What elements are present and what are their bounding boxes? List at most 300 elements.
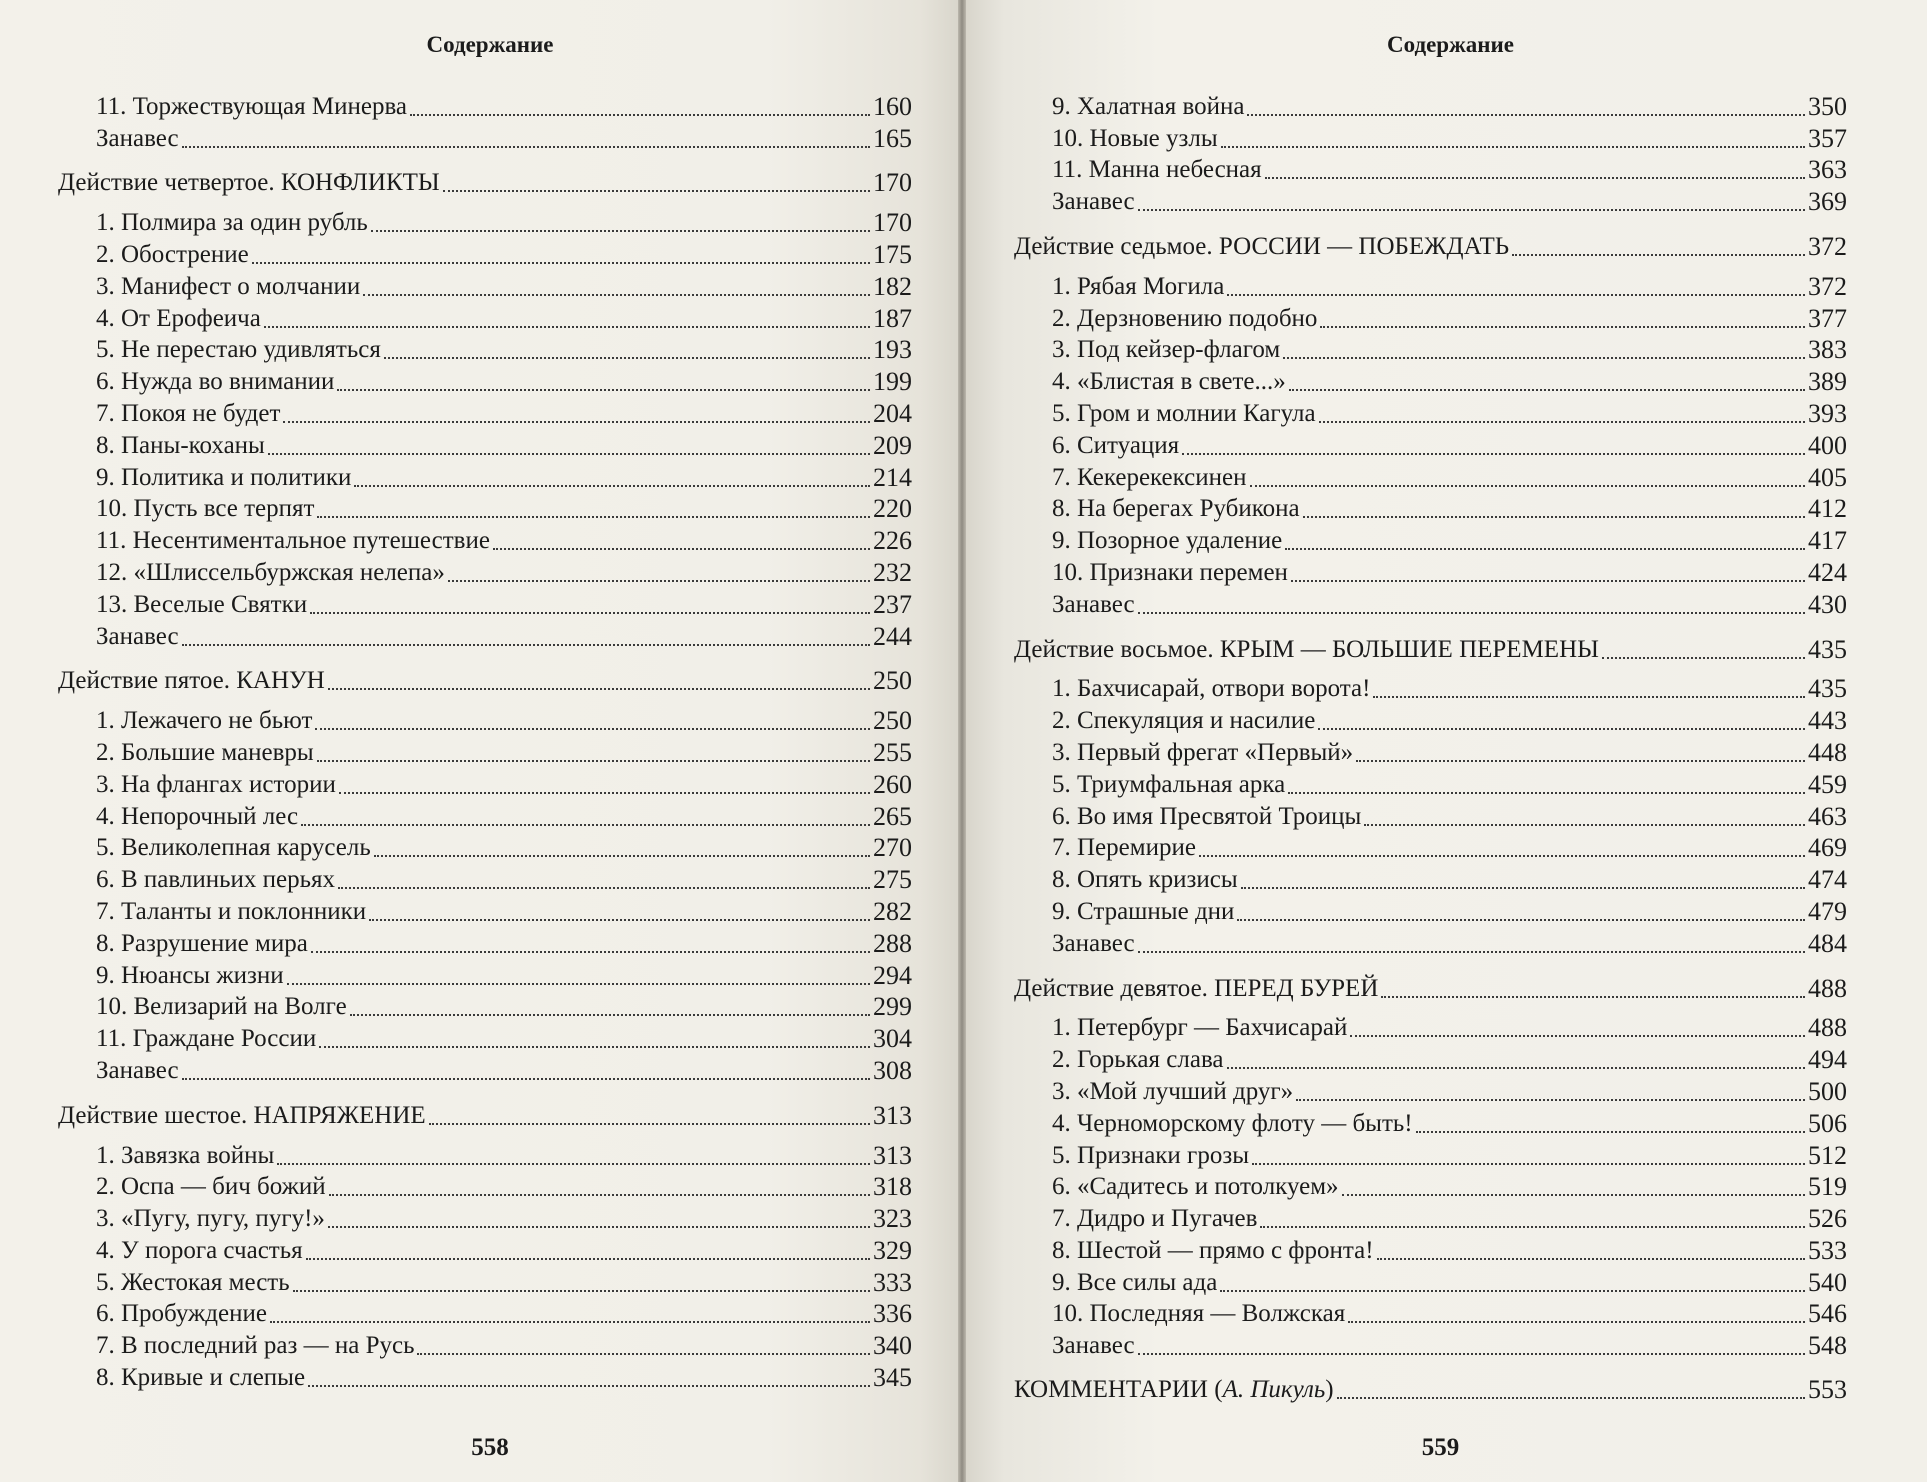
table-of-contents <box>1014 90 1847 1405</box>
toc-entry-title: 5. Жестокая месть <box>96 1268 290 1296</box>
toc-entry-page: 357 <box>1808 123 1847 153</box>
toc-entry <box>58 524 912 556</box>
toc-entry-title: 2. Большие маневры <box>96 738 314 766</box>
toc-entry-title: 5. Не перестаю удивляться <box>96 336 381 364</box>
dot-leader <box>308 1384 870 1387</box>
toc-entry <box>1014 1234 1847 1266</box>
toc-entry <box>58 620 912 652</box>
toc-entry-title: 6. Во имя Пресвятой Троицы <box>1052 802 1362 830</box>
toc-entry-title: 2. Спекуляция и насилие <box>1052 707 1316 735</box>
toc-entry <box>58 334 912 366</box>
dot-leader <box>1303 515 1805 518</box>
toc-entry-page: 405 <box>1808 462 1847 492</box>
toc-entry <box>1014 1075 1847 1107</box>
toc-entry-title: Занавес <box>1052 590 1135 618</box>
toc-entry <box>1014 927 1847 959</box>
toc-entry-page: 424 <box>1808 557 1847 587</box>
toc-entry-title: Занавес <box>96 1056 179 1084</box>
toc-entry-page: 363 <box>1808 155 1847 185</box>
dot-leader <box>328 687 870 690</box>
toc-entry-title: 7. Дидро и Пугачев <box>1052 1205 1258 1233</box>
toc-entry-page: 488 <box>1808 1013 1847 1043</box>
dot-leader <box>337 388 870 391</box>
toc-entry-title: 2. Дерзновению подобно <box>1052 304 1318 332</box>
toc-entry-title: 3. «Пугу, пугу, пугу!» <box>96 1205 325 1233</box>
dot-leader <box>317 515 870 518</box>
toc-entry-page: 304 <box>873 1024 912 1054</box>
toc-entry <box>1014 895 1847 927</box>
right-page <box>966 0 1927 1482</box>
toc-entry-page: 282 <box>873 896 912 926</box>
toc-entry-page: 463 <box>1808 801 1847 831</box>
toc-entry-page: 512 <box>1808 1140 1847 1170</box>
dot-leader <box>443 189 870 192</box>
toc-entry-title: Действие восьмое. КРЫМ — БОЛЬШИЕ ПЕРЕМЕНЫ <box>1014 635 1599 663</box>
toc-entry <box>1014 863 1847 895</box>
toc-entry <box>1014 493 1847 525</box>
toc-entry-title: 11. Манна небесная <box>1052 156 1262 184</box>
toc-entry-title: 10. Новые узлы <box>1052 124 1218 152</box>
toc-entry <box>58 397 912 429</box>
toc-entry <box>58 238 912 270</box>
dot-leader <box>1381 995 1805 998</box>
toc-entry-title: 10. Пусть все терпят <box>96 495 315 523</box>
left-page <box>0 0 958 1482</box>
toc-entry-page: 313 <box>873 1100 912 1130</box>
toc-entry <box>58 122 912 154</box>
toc-entry-title: 9. Нюансы жизни <box>96 961 284 989</box>
toc-entry-title: Занавес <box>96 622 179 650</box>
toc-entry-title: 7. Перемирие <box>1052 834 1196 862</box>
toc-entry-page: 313 <box>873 1140 912 1170</box>
toc-entry-page: 369 <box>1808 187 1847 217</box>
dot-leader <box>1241 886 1805 889</box>
toc-entry-page: 187 <box>873 303 912 333</box>
dot-leader <box>417 1352 870 1355</box>
dot-leader <box>1337 1396 1805 1399</box>
toc-entry-page: 294 <box>873 960 912 990</box>
toc-entry <box>58 493 912 525</box>
toc-entry-page: 232 <box>873 557 912 587</box>
toc-entry-page: 199 <box>873 367 912 397</box>
toc-entry <box>1014 1043 1847 1075</box>
toc-entry-page: 469 <box>1808 833 1847 863</box>
toc-entry-page: 345 <box>873 1363 912 1393</box>
toc-entry-title: 6. Нужда во внимании <box>96 368 335 396</box>
toc-entry-page: 175 <box>873 239 912 269</box>
dot-leader <box>1237 918 1805 921</box>
toc-entry-page: 165 <box>873 123 912 153</box>
dot-leader <box>264 325 870 328</box>
toc-entry-page: 323 <box>873 1204 912 1234</box>
toc-entry-title: 6. Ситуация <box>1052 431 1180 459</box>
toc-entry-title: 11. Граждане России <box>96 1025 317 1053</box>
toc-entry-title: 1. Петербург — Бахчисарай <box>1052 1014 1348 1042</box>
toc-entry-page: 170 <box>873 208 912 238</box>
dot-leader <box>1602 656 1805 659</box>
toc-section-heading <box>1014 230 1847 262</box>
toc-entry-page: 336 <box>873 1299 912 1329</box>
toc-entry-title: 9. Позорное удаление <box>1052 527 1283 555</box>
toc-entry-title: 10. Велизарий на Волге <box>96 993 347 1021</box>
toc-entry-title: 10. Признаки перемен <box>1052 558 1288 586</box>
dot-leader <box>319 1045 870 1048</box>
dot-leader <box>270 1320 870 1323</box>
toc-entry-page: 494 <box>1808 1045 1847 1075</box>
toc-entry <box>1014 1298 1847 1330</box>
toc-entry-title: Занавес <box>96 124 179 152</box>
toc-entry <box>1014 461 1847 493</box>
toc-entry-page: 474 <box>1808 865 1847 895</box>
toc-entry-title: 4. Непорочный лес <box>96 802 299 830</box>
toc-entry-title: Занавес <box>1052 1332 1135 1360</box>
toc-entry-title: Действие девятое. ПЕРЕД БУРЕЙ <box>1014 974 1379 1002</box>
toc-entry-title: 1. Полмира за один рубль <box>96 209 368 237</box>
toc-entry-title: 4. «Блистая в свете...» <box>1052 368 1286 396</box>
toc-entry-page: 333 <box>873 1267 912 1297</box>
toc-entry <box>1014 1139 1847 1171</box>
toc-entry-page: 255 <box>873 737 912 767</box>
toc-entry-page: 275 <box>873 865 912 895</box>
dot-leader <box>1288 791 1805 794</box>
toc-entry-page: 250 <box>873 706 912 736</box>
dot-leader <box>1377 1257 1805 1260</box>
dot-leader <box>1285 547 1805 550</box>
dot-leader <box>493 547 870 550</box>
toc-entry-page: 244 <box>873 621 912 651</box>
dot-leader <box>429 1122 870 1125</box>
dot-leader <box>1342 1193 1805 1196</box>
toc-entry-page: 393 <box>1808 398 1847 428</box>
toc-entry-title: 9. Страшные дни <box>1052 897 1235 925</box>
toc-entry-page: 435 <box>1808 634 1847 664</box>
toc-entry-title: 8. Кривые и слепые <box>96 1364 306 1392</box>
toc-entry-title: 3. Манифест о молчании <box>96 272 361 300</box>
toc-entry-page: 350 <box>1808 91 1847 121</box>
page-number: 558 <box>471 1434 509 1461</box>
toc-entry-title: 2. Обострение <box>96 240 249 268</box>
dot-leader <box>1319 420 1805 423</box>
toc-entry <box>1014 556 1847 588</box>
dot-leader <box>1138 950 1805 953</box>
toc-section-heading <box>58 1099 912 1131</box>
dot-leader <box>1512 253 1805 256</box>
toc-entry-title: Действие четвертое. КОНФЛИКТЫ <box>58 169 440 197</box>
toc-entry-title: 12. «Шлиссельбуржская нелепа» <box>96 558 445 586</box>
dot-leader <box>283 420 870 423</box>
toc-entry <box>58 736 912 768</box>
dot-leader <box>338 886 870 889</box>
page-number: 559 <box>1421 1434 1460 1461</box>
dot-leader <box>1138 611 1805 614</box>
toc-entry-page: 237 <box>873 589 912 619</box>
toc-entry <box>1014 429 1847 461</box>
toc-entry-page: 372 <box>1808 271 1847 301</box>
toc-entry <box>58 1361 912 1393</box>
toc-entry <box>1014 1012 1847 1044</box>
toc-entry-page: 500 <box>1808 1076 1847 1106</box>
toc-entry <box>58 800 912 832</box>
dot-leader <box>1220 1289 1805 1292</box>
toc-entry <box>58 991 912 1023</box>
dot-leader <box>182 145 870 148</box>
commentary-title: КОММЕНТАРИИ ( <box>1014 1376 1223 1404</box>
toc-entry <box>1014 90 1847 122</box>
dot-leader <box>1247 113 1805 116</box>
toc-entry <box>58 1202 912 1234</box>
toc-entry-page: 548 <box>1808 1331 1847 1361</box>
toc-entry-page: 383 <box>1808 335 1847 365</box>
dot-leader <box>369 918 870 921</box>
dot-leader <box>1260 1225 1805 1228</box>
dot-leader <box>1350 1034 1805 1037</box>
page-header: Содержание <box>1387 32 1514 57</box>
dot-leader <box>317 759 870 762</box>
dot-leader <box>277 1162 870 1165</box>
toc-entry <box>58 1171 912 1203</box>
toc-entry-title: 6. В павлиньих перьях <box>96 866 336 894</box>
dot-leader <box>1416 1130 1805 1133</box>
dot-leader <box>252 261 870 264</box>
toc-entry <box>58 90 912 122</box>
table-of-contents <box>58 90 912 1393</box>
toc-entry <box>58 429 912 461</box>
toc-entry <box>58 1266 912 1298</box>
dot-leader <box>448 579 870 582</box>
toc-entry-page: 412 <box>1808 494 1847 524</box>
toc-entry-page: 265 <box>873 801 912 831</box>
toc-entry-title: 7. Покоя не будет <box>96 399 281 427</box>
toc-entry-title: 8. Опять кризисы <box>1052 866 1238 894</box>
toc-entry-page: 308 <box>873 1055 912 1085</box>
toc-section-heading <box>1014 633 1847 665</box>
toc-commentary <box>1014 1373 1847 1405</box>
toc-entry-page: 479 <box>1808 896 1847 926</box>
dot-leader <box>1227 1066 1805 1069</box>
toc-entry <box>1014 397 1847 429</box>
dot-leader <box>293 1289 870 1292</box>
toc-entry-page: 533 <box>1808 1235 1847 1265</box>
toc-entry <box>58 895 912 927</box>
toc-entry-page: 400 <box>1808 430 1847 460</box>
toc-entry <box>58 302 912 334</box>
toc-entry-page: 546 <box>1808 1299 1847 1329</box>
dot-leader <box>1138 1352 1805 1355</box>
toc-entry-page: 553 <box>1808 1375 1847 1405</box>
toc-entry-page: 288 <box>873 928 912 958</box>
dot-leader <box>328 1225 870 1228</box>
toc-entry <box>58 1298 912 1330</box>
toc-entry-title: 5. Великолепная карусель <box>96 834 371 862</box>
toc-entry <box>1014 673 1847 705</box>
toc-entry-title: 7. Таланты и поклонники <box>96 897 367 925</box>
toc-entry <box>58 461 912 493</box>
dot-leader <box>1296 1098 1805 1101</box>
toc-entry-page: 443 <box>1808 706 1847 736</box>
dot-leader <box>374 854 870 857</box>
toc-entry-title: 1. Завязка войны <box>96 1141 275 1169</box>
dot-leader <box>182 643 870 646</box>
dot-leader <box>1283 356 1805 359</box>
dot-leader <box>1356 759 1805 762</box>
toc-entry-page: 519 <box>1808 1172 1847 1202</box>
dot-leader <box>1291 579 1805 582</box>
toc-entry-page: 340 <box>873 1331 912 1361</box>
dot-leader <box>287 982 870 985</box>
commentary-author: А. Пикуль <box>1222 1376 1326 1404</box>
toc-entry <box>58 1234 912 1266</box>
dot-leader <box>1320 325 1805 328</box>
toc-entry-page: 506 <box>1808 1108 1847 1138</box>
toc-entry-page: 377 <box>1808 303 1847 333</box>
toc-entry <box>58 556 912 588</box>
toc-entry-title: 8. Шестой — прямо с фронта! <box>1052 1236 1374 1264</box>
toc-entry-title: 2. Горькая слава <box>1052 1046 1224 1074</box>
toc-entry <box>58 270 912 302</box>
dot-leader <box>339 791 870 794</box>
toc-section-heading <box>58 167 912 199</box>
toc-entry-title: 7. Кекерекексинен <box>1052 463 1247 491</box>
toc-entry-page: 299 <box>873 992 912 1022</box>
dot-leader <box>268 452 870 455</box>
toc-section-heading <box>58 665 912 697</box>
toc-entry-page: 484 <box>1808 928 1847 958</box>
toc-entry-page: 430 <box>1808 589 1847 619</box>
toc-entry <box>1014 588 1847 620</box>
toc-entry-title: Занавес <box>1052 188 1135 216</box>
dot-leader <box>1199 854 1805 857</box>
toc-entry-page: 209 <box>873 430 912 460</box>
toc-entry <box>1014 704 1847 736</box>
toc-entry <box>58 863 912 895</box>
toc-entry-title: 1. Рябая Могила <box>1052 272 1225 300</box>
toc-entry-page: 204 <box>873 398 912 428</box>
toc-entry <box>58 1054 912 1086</box>
toc-entry <box>1014 832 1847 864</box>
dot-leader <box>410 113 870 116</box>
book-gutter <box>958 0 966 1482</box>
toc-entry <box>1014 365 1847 397</box>
toc-entry-title: 9. Все силы ада <box>1052 1268 1218 1296</box>
toc-entry-title: 4. У порога счастья <box>96 1236 303 1264</box>
toc-entry-title: 10. Последняя — Волжская <box>1052 1300 1346 1328</box>
dot-leader <box>1138 208 1805 211</box>
toc-entry <box>1014 270 1847 302</box>
dot-leader <box>311 950 870 953</box>
toc-entry-title: 6. «Садитесь и потолкуем» <box>1052 1173 1339 1201</box>
toc-entry-title: 9. Халатная война <box>1052 92 1245 120</box>
toc-entry-page: 448 <box>1808 737 1847 767</box>
dot-leader <box>1289 388 1805 391</box>
toc-entry <box>1014 302 1847 334</box>
toc-entry <box>1014 1202 1847 1234</box>
toc-entry <box>58 927 912 959</box>
toc-entry-title: 3. Первый фрегат «Первый» <box>1052 738 1354 766</box>
dot-leader <box>371 229 870 232</box>
toc-entry-title: Занавес <box>1052 929 1135 957</box>
toc-entry-page: 160 <box>873 91 912 121</box>
toc-entry-page: 459 <box>1808 769 1847 799</box>
dot-leader <box>182 1077 870 1080</box>
dot-leader <box>1348 1320 1805 1323</box>
toc-entry-title: 1. Бахчисарай, отвори ворота! <box>1052 675 1371 703</box>
toc-entry <box>1014 334 1847 366</box>
toc-entry <box>1014 1329 1847 1361</box>
toc-entry-title: 5. Гром и молнии Кагула <box>1052 399 1316 427</box>
toc-entry-title: 3. «Мой лучший друг» <box>1052 1077 1294 1105</box>
dot-leader <box>354 484 870 487</box>
dot-leader <box>384 356 870 359</box>
dot-leader <box>301 823 870 826</box>
toc-entry-title: 5. Признаки грозы <box>1052 1141 1249 1169</box>
dot-leader <box>1318 727 1805 730</box>
commentary-title-close: ) <box>1325 1376 1334 1404</box>
toc-entry <box>1014 185 1847 217</box>
toc-entry-title: 13. Веселые Святки <box>96 590 308 618</box>
toc-entry <box>58 832 912 864</box>
toc-entry-page: 318 <box>873 1172 912 1202</box>
toc-entry <box>58 704 912 736</box>
dot-leader <box>350 1013 870 1016</box>
toc-entry-page: 170 <box>873 168 912 198</box>
toc-entry-title: Действие седьмое. РОССИИ — ПОБЕЖДАТЬ <box>1014 232 1510 260</box>
toc-entry-title: 2. Оспа — бич божий <box>96 1173 326 1201</box>
toc-entry-title: 4. Черноморскому флоту — быть! <box>1052 1109 1413 1137</box>
toc-entry-page: 417 <box>1808 526 1847 556</box>
toc-entry-title: 6. Пробуждение <box>96 1300 267 1328</box>
toc-entry <box>58 959 912 991</box>
page-header: Содержание <box>426 32 554 57</box>
toc-entry-title: Действие шестое. НАПРЯЖЕНИЕ <box>58 1101 426 1129</box>
toc-entry-page: 193 <box>873 335 912 365</box>
toc-entry <box>1014 524 1847 556</box>
toc-entry <box>1014 1107 1847 1139</box>
toc-entry-title: 9. Политика и политики <box>96 463 352 491</box>
dot-leader <box>1182 452 1805 455</box>
toc-entry <box>1014 154 1847 186</box>
dot-leader <box>1227 293 1805 296</box>
toc-entry-page: 329 <box>873 1235 912 1265</box>
dot-leader <box>1373 695 1805 698</box>
dot-leader <box>310 611 870 614</box>
toc-entry-page: 270 <box>873 833 912 863</box>
toc-entry-title: 4. От Ерофеича <box>96 304 261 332</box>
dot-leader <box>315 727 870 730</box>
toc-entry-title <box>1014 1375 1334 1405</box>
toc-entry <box>58 365 912 397</box>
toc-entry-page: 488 <box>1808 973 1847 1003</box>
toc-entry-page: 182 <box>873 271 912 301</box>
toc-entry-page: 389 <box>1808 367 1847 397</box>
toc-entry <box>58 1139 912 1171</box>
toc-entry-page: 226 <box>873 526 912 556</box>
toc-entry <box>1014 122 1847 154</box>
toc-entry-title: 5. Триумфальная арка <box>1052 770 1286 798</box>
toc-entry-title: Действие пятое. КАНУН <box>58 667 325 695</box>
toc-entry-title: 8. Разрушение мира <box>96 929 308 957</box>
toc-entry-page: 526 <box>1808 1204 1847 1234</box>
toc-entry-title: 1. Лежачего не бьют <box>96 707 313 735</box>
toc-entry <box>58 206 912 238</box>
dot-leader <box>1265 176 1805 179</box>
toc-entry <box>1014 800 1847 832</box>
toc-entry <box>1014 736 1847 768</box>
toc-entry-page: 435 <box>1808 674 1847 704</box>
toc-entry <box>58 768 912 800</box>
toc-entry <box>58 1022 912 1054</box>
toc-entry-title: 3. На флангах истории <box>96 770 336 798</box>
toc-entry <box>1014 768 1847 800</box>
